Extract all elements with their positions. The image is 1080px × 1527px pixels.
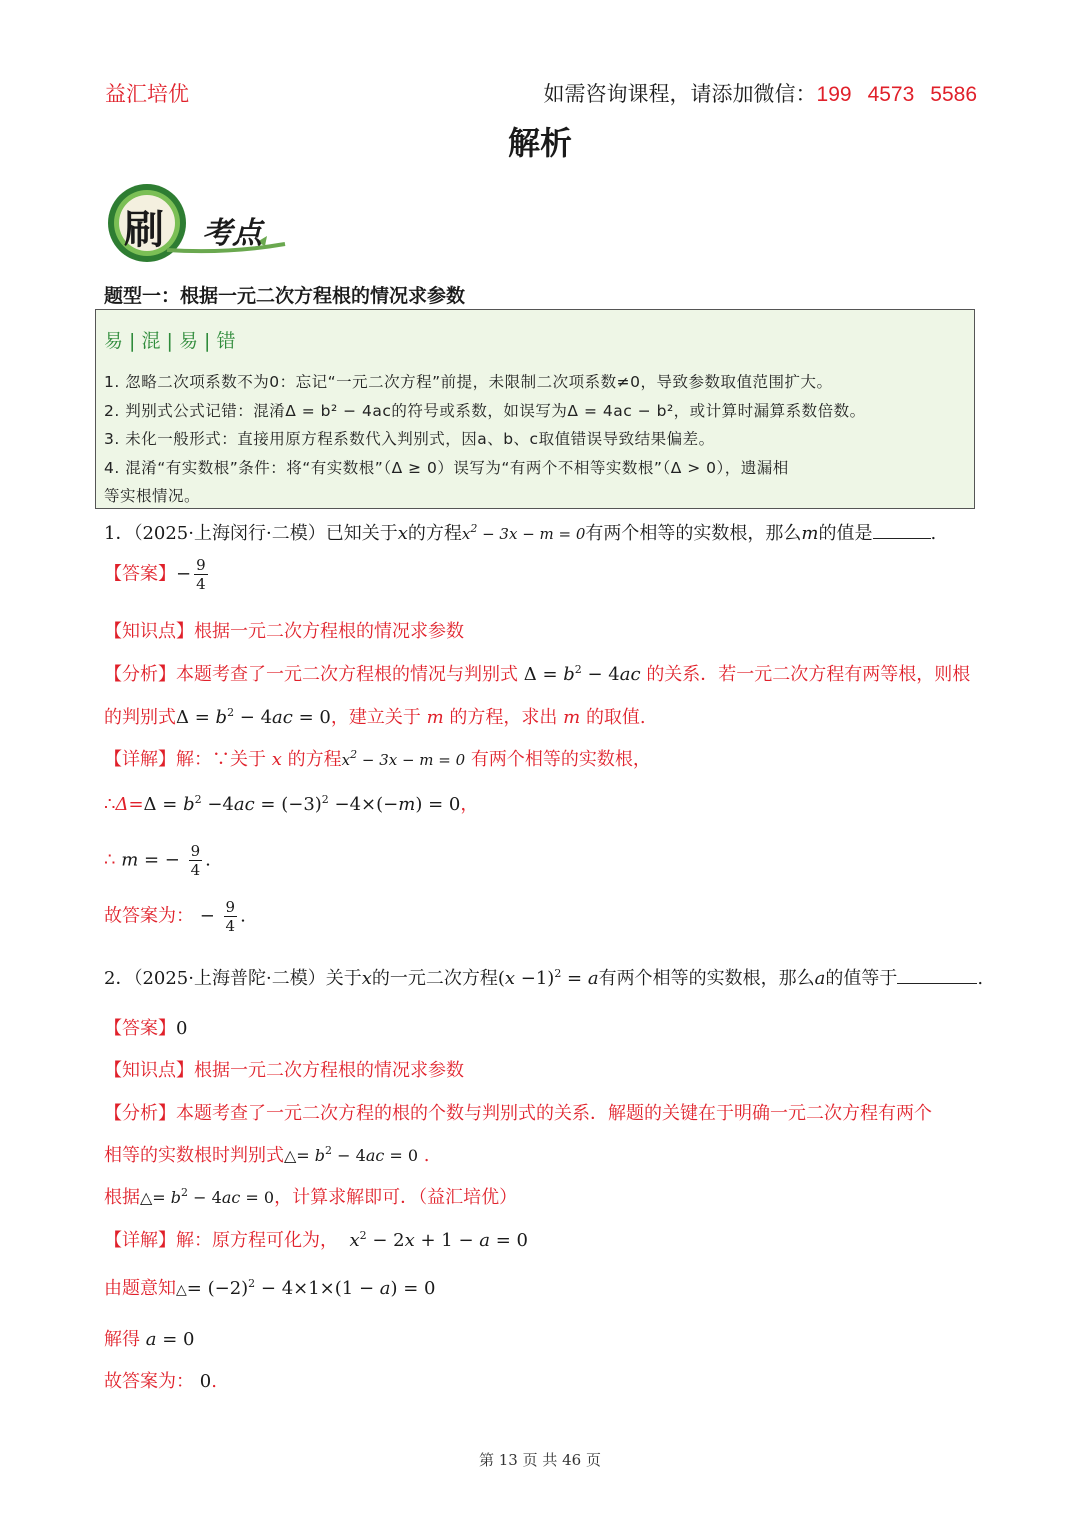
mistakes-title: 易 | 混 | 易 | 错: [104, 330, 236, 352]
common-mistakes-box: [95, 309, 975, 509]
kaodian-badge: [107, 178, 297, 268]
q1-answer: 【答案】− $\frac{9}{4}$: [104, 556, 206, 593]
q1-knowledge-point: 【知识点】根据一元二次方程根的情况求参数: [104, 621, 464, 642]
page-title: 解析: [507, 124, 572, 162]
phone-part-1[interactable]: 199: [816, 83, 852, 106]
q2-step2: 解得 a = 0: [104, 1329, 195, 1350]
mistake-item: 等实根情况。: [104, 487, 201, 505]
mistake-item: 4. 混淆“有实数根”条件：将“有实数根”（Δ ≥ 0）误写为“有两个不相等实数根”（Δ > 0），遗漏相: [104, 458, 789, 477]
q1-analysis-line1: 【分析】本题考查了一元二次方程根的情况与判别式 $\Delta = b^2 - 4ac$ 的关系．若一元二次方程有两等根，则根: [104, 663, 971, 685]
section-title: 题型一：根据一元二次方程根的情况求参数: [104, 285, 466, 307]
badge-char: 刷: [124, 206, 164, 253]
q2-knowledge-point: 【知识点】根据一元二次方程根的情况求参数: [104, 1060, 464, 1081]
q2-analysis-line3: 根据△= $b^2 - 4ac = 0$，计算求解即可．（益汇培优）: [104, 1186, 518, 1208]
badge-text: 考点: [202, 216, 262, 251]
q2-step1: 由题意知△= $(-2)^2 - 4\times 1\times(1 - a) = 0$: [104, 1277, 436, 1299]
page-footer: 第 13 页 共 46 页: [478, 1451, 601, 1469]
q2-analysis-line1: 【分析】本题考查了一元二次方程的根的个数与判别式的关系．解题的关键在于明确一元二次方程有两个: [104, 1103, 932, 1124]
q2-analysis-line2: 相等的实数根时判别式△= $b^2 - 4ac = 0$ .: [104, 1144, 430, 1166]
q1-step2: ∴ m = − $\frac{9}{4}$ .: [104, 842, 211, 879]
answer-blank[interactable]: [897, 967, 977, 984]
q2-detail: 【详解】解：原方程可化为， $x^2 - 2x + 1 - a = 0$: [104, 1229, 528, 1251]
q2-final: 故答案为： 0.: [104, 1371, 217, 1392]
mistakes-list: [104, 368, 970, 511]
contact-info: [544, 78, 977, 108]
mistake-item: 3. 未化一般形式：直接用原方程系数代入判别式，因a、b、c取值错误导致结果偏差。: [104, 430, 715, 448]
q1-analysis-line2: 的判别式$\Delta = b^2 - 4ac = 0$，建立关于 m 的方程，求出 m 的取值.: [104, 706, 646, 728]
mistake-item: 2. 判别式公式记错：混淆Δ = b² − 4ac的符号或系数，如误写为Δ = 4ac − b²，或计算时漏算系数倍数。: [104, 401, 866, 420]
q2-stem: 2．（2025·上海普陀·二模）关于x的一元二次方程$(x -1)^2 = a$有两个相等的实数根，那么a的值等于 .: [104, 967, 984, 989]
q1-final: 故答案为： − $\frac{9}{4}$ .: [104, 898, 246, 935]
phone-part-3[interactable]: 5586: [930, 83, 977, 106]
brand-name: 益汇培优: [105, 82, 189, 106]
mistake-item: 1. 忽略二次项系数不为0：忘记“一元二次方程”前提，未限制二次项系数≠0，导致参数取值范围扩大。: [104, 373, 833, 391]
q1-step1: ∴Δ=Δ = $b^2 -4ac = (-3)^2 -4\times(-m) = 0$，: [104, 793, 479, 815]
phone-part-2[interactable]: 4573: [867, 83, 915, 106]
contact-text: 如需咨询课程，请添加微信：: [543, 82, 817, 106]
q1-stem: 1．（2025·上海闵行·二模）已知关于x的方程$x^2 - 3x - m = 0$有两个相等的实数根，那么m的值是 .: [104, 522, 937, 544]
answer-blank[interactable]: [873, 522, 931, 539]
q2-answer: 【答案】0: [104, 1018, 188, 1039]
q1-detail: 【详解】解：∵关于 x 的方程$x^2 - 3x - m = 0$ 有两个相等的实数根，: [104, 748, 651, 770]
